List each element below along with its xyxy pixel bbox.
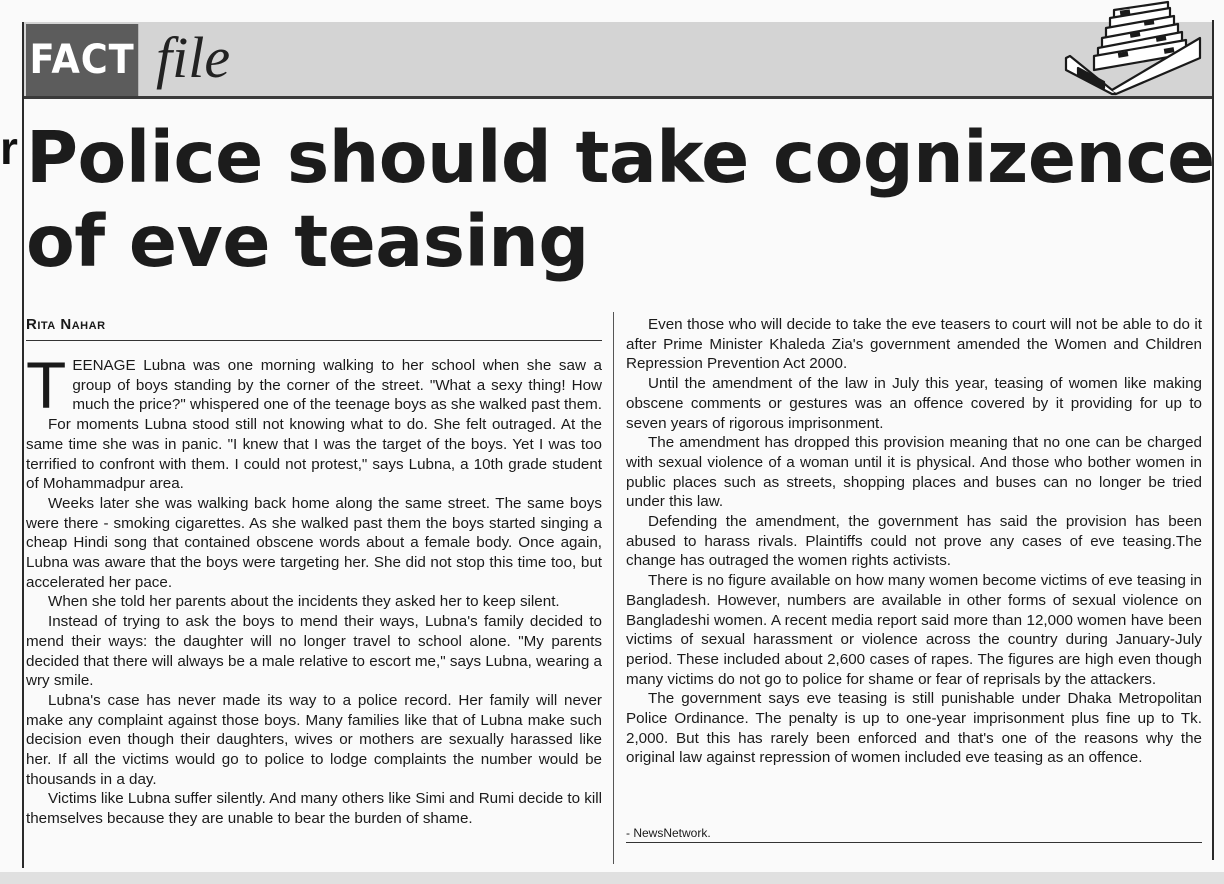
source-credit: - NewsNetwork. xyxy=(626,826,711,840)
paragraph: The amendment has dropped this provision meaning that no one can be charged with sexual violence of a woman until it is physical. And those who bother women in public places such as streets, shopping places and buses can no longer be tried under this law. xyxy=(626,434,1202,511)
file-label: file xyxy=(156,25,231,90)
paragraph: When she told her parents about the incidents they asked her to keep silent. xyxy=(48,593,560,611)
left-column xyxy=(26,348,603,829)
paragraph xyxy=(26,348,603,422)
paragraph: Weeks later she was walking back home along the same street. The same boys were there - smoking cigarettes. As she walked past them the boys started singing a cheap Hindi song that contained obscene words about a female body. Once again, Lubna was aware that the boys were targeting her. She did not stop this time too, but accelerated her pace. xyxy=(26,494,602,591)
stray-mark: r xyxy=(0,122,18,174)
left-border-rule xyxy=(22,22,24,868)
paragraph: Instead of trying to ask the boys to mend their ways, Lubna's family decided to mend their ways: the daughter will no longer travel to school alone. "My parents decided that there will always be a male relative to escort me," says Lubna, wearing a wry smile. xyxy=(26,613,602,690)
right-column xyxy=(626,315,1202,768)
paragraph: The government says eve teasing is still punishable under Dhaka Metropolitan Police Ordinance. The penalty is up to one-year imprisonment plus fine up to Tk. 2,000. But this has rarely been enforced and that's one of the reasons why the original law against repression of women included eve teasing as an offence. xyxy=(626,690,1202,767)
paragraph: Until the amendment of the law in July this year, teasing of women like making obscene comments or gestures was an offence covered by it providing for up to seven years of rigorous imprisonment. xyxy=(626,375,1202,432)
source-rule xyxy=(626,842,1202,843)
paragraph: For moments Lubna stood still not knowing what to do. She felt outraged. At the same time she was in panic. "I knew that I was the target of the boys. Yet I was too terrified to confront with them. I could not protest," says Lubna, a 10th grade student of Mohammadpur area. xyxy=(26,416,602,493)
card-file-drawer-icon xyxy=(1060,0,1210,96)
byline: Rita Nahar xyxy=(26,316,106,333)
paragraph: Lubna's case has never made its way to a police record. Her family will never make any complaint against those boys. Many families like that of Lubna make such decision even though their daughters, wives or mothers are sexually harassed like her. If all the victims would go to police to lodge complaints the number would be thousands in a day. xyxy=(26,691,602,788)
byline-rule xyxy=(26,340,602,341)
paragraph-text: EENAGE Lubna was one morning walking to her school when she saw a group of boys standing by the corner of the street. "What a sexy thing! How much the price?" whispered one of the teenage boys as she walked past them. xyxy=(72,357,603,414)
drop-cap: T xyxy=(26,348,67,422)
paragraph: There is no figure available on how many women become victims of eve teasing in Bangladesh. However, numbers are available in other forms of sexual violence on Bangladeshi women. A recent media report said more than 12,000 women have been victims of sexual harassment or violence across the country during January-July period. These included about 2,600 cases of rapes. The figures are high even though many victims do not go to police for shame or fear of reprisals by the attackers. xyxy=(626,572,1202,688)
headline: Police should take cognizence of eve teasing xyxy=(26,116,1215,283)
paragraph: Even those who will decide to take the eve teasers to court will not be able to do it after Prime Minister Khaleda Zia's government amended the Women and Children Repression Prevention Act 2000. xyxy=(626,316,1202,373)
paragraph: Defending the amendment, the government has said the provision has been abused to harass rivals. Plaintiffs could not prove any cases of eve teasing.The change has outraged the women rights activists. xyxy=(626,513,1202,570)
fact-label: FACT xyxy=(26,24,138,96)
bottom-scan-edge xyxy=(0,872,1224,884)
paragraph: Victims like Lubna suffer silently. And many others like Simi and Rumi decide to kill themselves because they are unable to bear the burden of shame. xyxy=(26,790,602,828)
column-divider xyxy=(613,312,614,864)
